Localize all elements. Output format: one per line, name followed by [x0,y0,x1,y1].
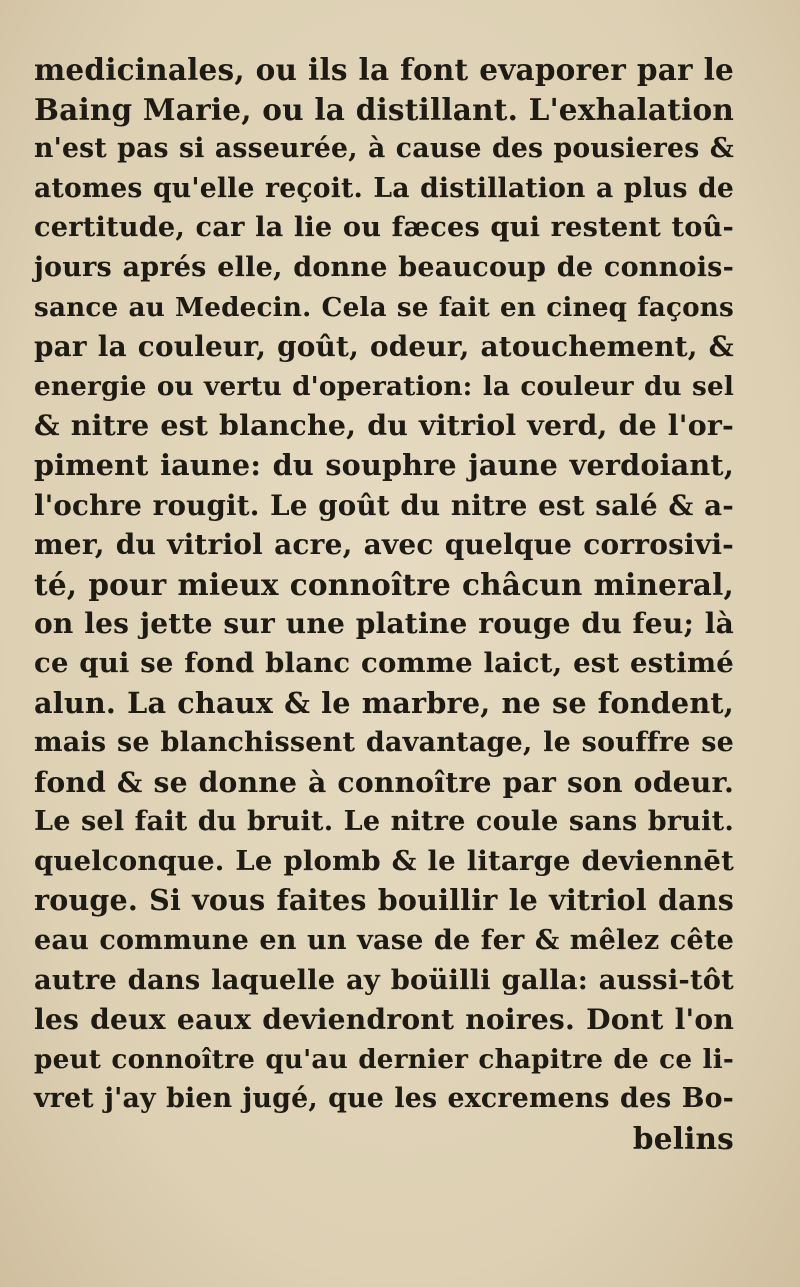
text-line: peut connoître qu'au dernier chapitre de ce li- [34,1043,734,1075]
text-line: quelconque. Le plomb & le litarge deviennēt [34,844,734,877]
text-line: Baing Marie, ou la distillant. L'exhalation [34,91,734,127]
text-line: par la couleur, goût, odeur, atouchement, & [34,330,734,364]
page-text [34,50,734,1159]
text-line: certitude, car la lie ou fæces qui restent toû- [34,211,734,244]
text-line: piment iaune: du souphre jaune verdoiant, [34,447,734,482]
text-line: on les jette sur une platine rouge du feu; là [34,607,734,641]
text-line: ce qui se fond blanc comme laict, est estimé [34,646,734,679]
text-line: Le sel fait du bruit. Le nitre coule sans bruit. [34,806,734,838]
text-line: n'est pas si asseurée, à cause des pousieres & [34,133,734,165]
text-line: l'ochre rougit. Le goût du nitre est salé & a- [34,488,734,522]
text-line: vret j'ay bien jugé, que les excremens des Bo- [34,1083,734,1115]
text-line: & nitre est blanche, du vitriol verd, de l'or- [34,408,734,443]
text-line: energie ou vertu d'operation: la couleur du sel [34,370,734,402]
catchword: belins [632,1121,734,1157]
text-line: eau commune en un vase de fer & mêlez cête [34,925,734,957]
text-line: autre dans laquelle ay boüilli galla: aussi-tôt [34,963,734,996]
text-line: atomes qu'elle reçoit. La distillation a plus de [34,172,734,204]
text-line: mer, du vitriol acre, avec quelque corrosivi- [34,528,734,562]
text-line: rouge. Si vous faites bouillir le vitriol dans [34,883,734,918]
text-line: fond & se donne à connoître par son odeur. [34,764,734,799]
text-line: medicinales, ou ils la font evaporer par le [34,52,734,87]
text-line: té, pour mieux connoître châcun mineral, [34,566,734,602]
text-line: alun. La chaux & le marbre, ne se fondent, [34,685,734,720]
text-line: sance au Medecin. Cela se fait en cineq façons [34,291,734,323]
text-line: jours aprés elle, donne beaucoup de connois- [34,251,734,283]
text-line: les deux eaux deviendront noires. Dont l'on [34,1003,734,1037]
text-line: mais se blanchissent davantage, le souffre se [34,727,734,759]
